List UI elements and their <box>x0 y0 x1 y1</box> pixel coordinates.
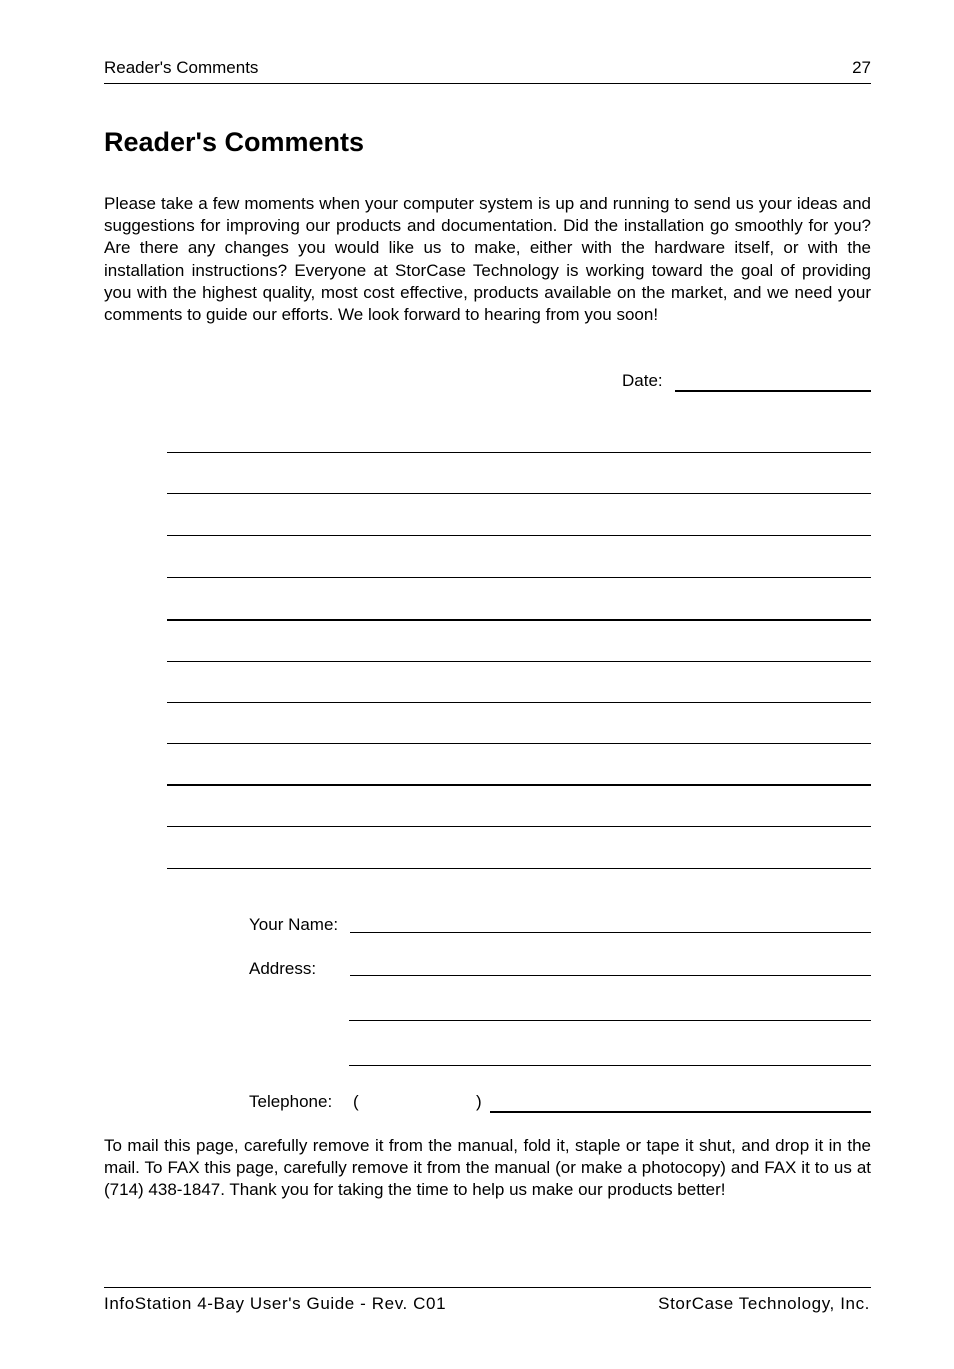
page-title: Reader's Comments <box>104 127 365 157</box>
comment-line[interactable] <box>167 784 871 786</box>
address-field-line[interactable] <box>349 1065 871 1066</box>
comment-line[interactable] <box>167 535 871 536</box>
intro-paragraph: Please take a few moments when your computer system is up and running to send us your ideas and suggestions for improving our products and documentation. Did the installation go smoothly for you? Are there any changes you would like us to make, either with the hardware itself, or with the installation instructions? Everyone at StorCase Technology is working toward the goal of providing you with the highest quality, most cost effective, products available on the market, and we need your comments to guide our efforts. We look forward to hearing from you soon! <box>104 194 871 325</box>
mail-instructions: To mail this page, carefully remove it from the manual, fold it, staple or tape it shut, and drop it in the mail. To FAX this page, carefully remove it from the manual (or make a photocopy) and FAX it to us at (714) 438-1847. Thank you for taking the time to help us make our products better! <box>104 1136 871 1200</box>
page-number: 27 <box>852 58 871 77</box>
footer-document-title: InfoStation 4-Bay User's Guide - Rev. C01 <box>104 1294 447 1313</box>
address-field-line[interactable] <box>350 975 871 976</box>
comment-line[interactable] <box>167 702 871 703</box>
area-code-close-paren: ) <box>476 1092 482 1111</box>
running-header-title: Reader's Comments <box>104 58 259 77</box>
footer-rule <box>104 1287 871 1288</box>
comment-line[interactable] <box>167 493 871 494</box>
address-label: Address: <box>249 959 317 978</box>
footer-company: StorCase Technology, Inc. <box>658 1294 870 1313</box>
name-label: Your Name: <box>249 915 339 934</box>
telephone-label: Telephone: <box>249 1092 333 1111</box>
comment-line[interactable] <box>167 743 871 744</box>
comment-line[interactable] <box>167 661 871 662</box>
date-label: Date: <box>622 371 663 390</box>
comment-line[interactable] <box>167 452 871 453</box>
comment-line[interactable] <box>167 577 871 578</box>
telephone-field-line[interactable] <box>490 1111 871 1113</box>
comment-line[interactable] <box>167 826 871 827</box>
name-field-line[interactable] <box>350 932 871 933</box>
date-field-line[interactable] <box>675 390 871 392</box>
comment-line[interactable] <box>167 619 871 621</box>
comment-line[interactable] <box>167 868 871 869</box>
address-field-line[interactable] <box>349 1020 871 1021</box>
header-rule <box>104 83 871 84</box>
area-code-open-paren: ( <box>353 1092 359 1111</box>
